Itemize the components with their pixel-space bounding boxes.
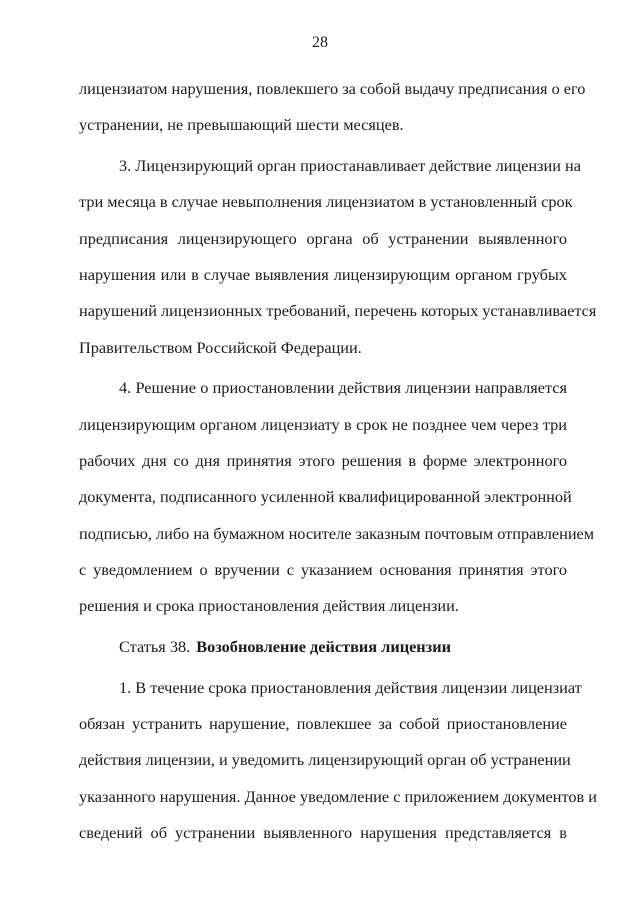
text-line: нарушений лицензионных требований, перечень которых устанавливается [79,301,597,321]
text-line: лицензирующим органом лицензиату в срок не позднее чем через три [79,414,567,434]
text-line: обязан устранить нарушение, повлекшее за собой приостановление [79,714,567,734]
article-paragraph-1 [79,670,597,851]
text-line: Правительством Российской Федерации. [79,337,362,357]
paragraph-item-4 [79,370,595,624]
article-title: Возобновление действия лицензии [196,636,451,656]
paragraph-item-3 [79,148,597,366]
document-body [79,71,597,851]
text-line: указанного нарушения. Данное уведомление с приложением документов и [79,786,597,806]
text-line: подписью, либо на бумажном носителе заказным почтовым отправлением [79,523,595,543]
text-line: с уведомлением о вручении с указанием основания принятия этого [79,559,567,579]
text-line: решения и срока приостановления действия лицензии. [79,596,459,616]
text-line: 4. Решение о приостановлении действия лицензии направляется [119,378,567,398]
page-number: 28 [312,34,328,51]
text-line: сведений об устранении выявленного нарушения представляется в [79,822,567,842]
paragraph-continuation [79,71,586,144]
text-line: действия лицензии, и уведомить лицензирующий орган об устранении [79,750,571,770]
text-line: лицензиатом нарушения, повлекшего за собой выдачу предписания о его [79,79,586,98]
text-line: три месяца в случае невыполнения лицензиатом в установленный срок [79,192,573,212]
article-label: Статья 38. [119,636,191,656]
text-line: рабочих дня со дня принятия этого решения в форме электронного [79,450,567,470]
article-heading [79,629,567,665]
text-line: 3. Лицензирующий орган приостанавливает действие лицензии на [119,156,581,176]
text-line: предписания лицензирующего органа об устранении выявленного [79,228,567,248]
text-line: нарушения или в случае выявления лицензирующим органом грубых [79,264,567,284]
text-line: устранении, не превышающий шести месяцев. [79,115,404,135]
text-line: документа, подписанного усиленной квалифицированной электронной [79,487,572,507]
text-line: 1. В течение срока приостановления действия лицензии лицензиат [119,677,582,697]
